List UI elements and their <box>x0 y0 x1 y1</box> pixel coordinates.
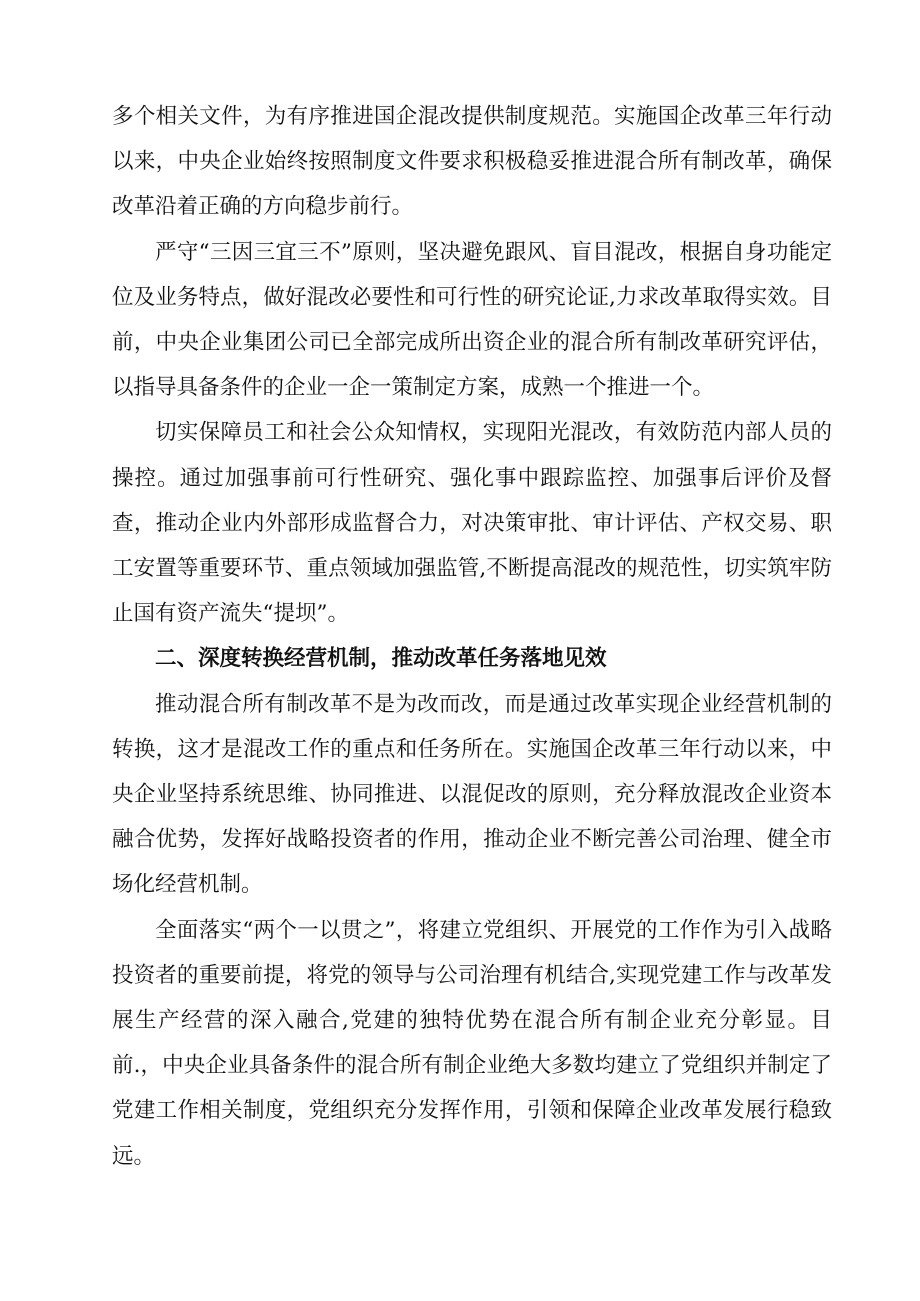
document-page <box>112 94 832 1179</box>
paragraph-principle: 严守“三因三宜三不”原则，坚决避免跟风、盲目混改，根据自身功能定位及业务特点，做好混改必要性和可行性的研究论证,力求改革取得实效。目前，中央企业集团公司已全部完成所出资企业的混合所有制改革研究评估，以指导具备条件的企业一企一策制定方案，成熟一个推进一个。 <box>112 239 832 401</box>
paragraph-mechanism: 推动混合所有制改革不是为改而改，而是通过改革实现企业经营机制的转换，这才是混改工作的重点和任务所在。实施国企改革三年行动以来，中央企业坚持系统思维、协同推进、以混促改的原则，充分释放混改企业资本融合优势，发挥好战略投资者的作用，推动企业不断完善公司治理、健全市场化经营机制。 <box>112 691 832 898</box>
paragraph-transparency: 切实保障员工和社会公众知情权，实现阳光混改，有效防范内部人员的操控。通过加强事前可行性研究、强化事中跟踪监控、加强事后评价及督查，推动企业内外部形成监督合力，对决策审批、审计评估、产权交易、职工安置等重要环节、重点领域加强监管,不断提高混改的规范性，切实筑牢防止国有资产流失“提坝”。 <box>112 420 832 627</box>
section-heading: 二、深度转换经营机制，推动改革任务落地见效 <box>155 646 607 672</box>
paragraph-party-building: 全面落实“两个一以贯之”，将建立党组织、开展党的工作作为引入战略投资者的重要前提，将党的领导与公司治理有机结合,实现党建工作与改革发展生产经营的深入融合,党建的独特优势在混合所有制企业充分彰显。目前.，中央企业具备条件的混合所有制企业绝大多数均建立了党组织并制定了党建工作相关制度，党组织充分发挥作用，引领和保障企业改革发展行稳致远。 <box>112 917 832 1169</box>
paragraph-continued: 多个相关文件，为有序推进国企混改提供制度规范。实施国企改革三年行动以来，中央企业始终按照制度文件要求积极稳妥推进混合所有制改革，确保改革沿着正确的方向稳步前行。 <box>112 104 832 220</box>
